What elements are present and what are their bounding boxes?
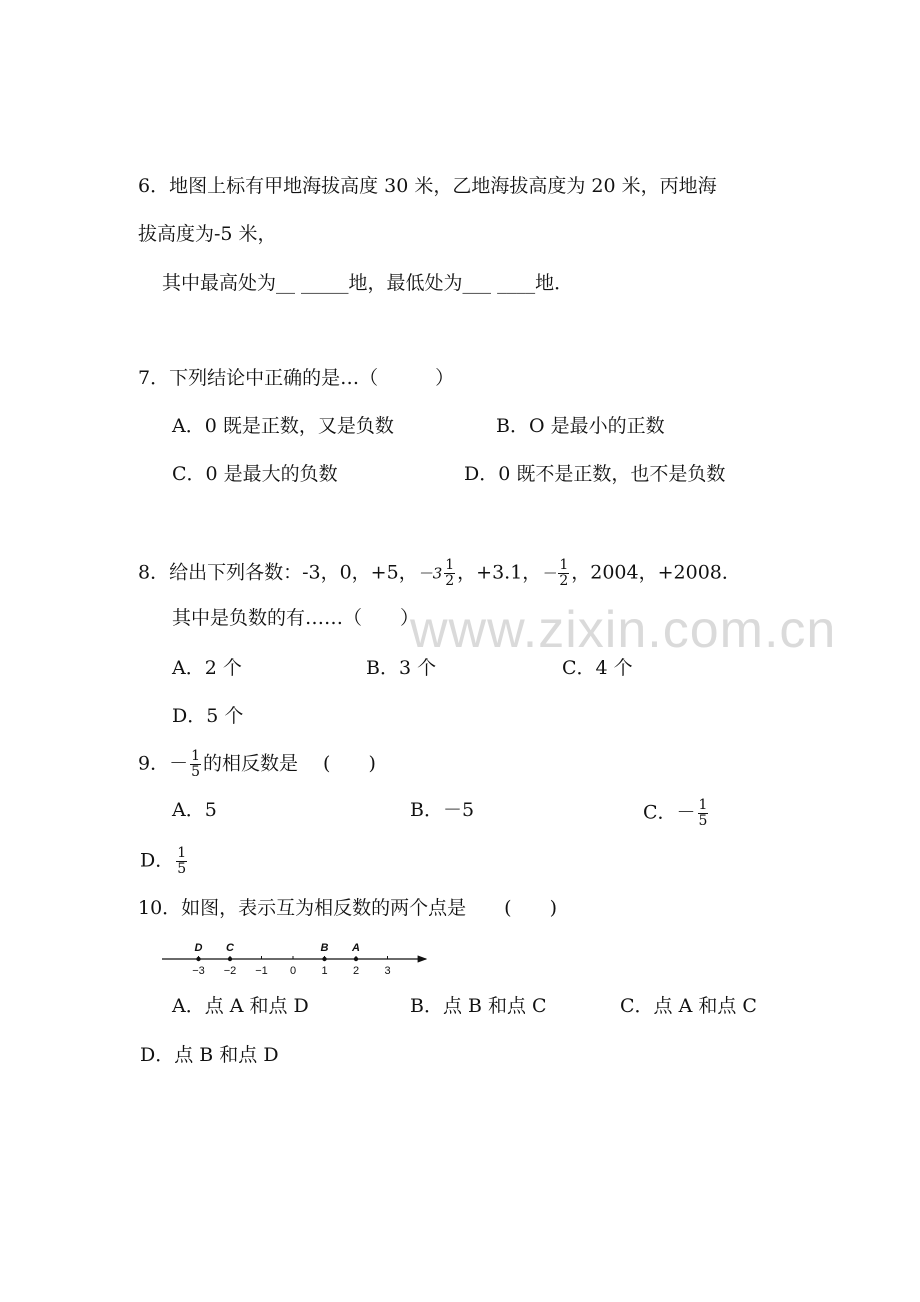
number-line-tick-label: 1 [321, 965, 328, 977]
q8-tail: ，2004，+2008． [571, 561, 741, 584]
q8-lead: 8．给出下列各数：-3，0，+5， [138, 561, 418, 584]
q6-line1: 6．地图上标有甲地海拔高度 30 米，乙地海拔高度为 20 米，丙地海 [138, 175, 717, 197]
q8-stem [138, 558, 741, 589]
q8-mid: ，+3.1， [457, 561, 542, 584]
q7-option-c: C．0 是最大的负数 [172, 463, 338, 485]
q8-neg: － [541, 564, 557, 583]
q10-option-d: D．点 B 和点 D [140, 1044, 279, 1066]
q9-tail: 的相反数是 ( ) [203, 752, 376, 775]
number-line-tick-label: −3 [192, 965, 205, 977]
q9-c-den: 5 [698, 813, 708, 829]
q9-c-num: 1 [698, 797, 708, 813]
q10-stem: 10．如图，表示互为相反数的两个点是 ( ) [138, 897, 558, 919]
q8-neg3: －3 [417, 564, 443, 583]
q9-option-d [140, 846, 189, 877]
q9-d-lead: D． [140, 849, 175, 872]
q6-line2: 拔高度为-5 米， [138, 223, 277, 245]
q10-option-c: C．点 A 和点 C [620, 995, 757, 1017]
q7-option-a: A．0 既是正数，又是负数 [172, 415, 394, 437]
q9-d-num: 1 [177, 845, 187, 861]
q8-f1-den: 2 [445, 573, 455, 589]
q9-option-a: A．5 [172, 799, 217, 821]
number-line-tick-label: 3 [384, 965, 391, 977]
number-line-figure [160, 934, 432, 978]
q8-fraction-2 [558, 558, 569, 589]
q10-option-b: B．点 B 和点 C [410, 995, 547, 1017]
q9-fraction [190, 749, 201, 780]
q8-f1-num: 1 [445, 557, 455, 573]
q7-stem: 7．下列结论中正确的是…（ ） [138, 367, 455, 389]
number-line-point-label: A [352, 942, 360, 954]
number-line-point-d [196, 957, 200, 961]
q8-f2-den: 2 [559, 573, 569, 589]
q8-line2: 其中是负数的有……（ ） [172, 607, 420, 629]
q9-f-den: 5 [191, 764, 201, 780]
q9-option-b: B．－5 [410, 799, 475, 821]
q9-c-lead: C．－ [643, 801, 696, 824]
number-line-tick-label: 0 [289, 965, 297, 977]
q9-f-num: 1 [191, 748, 201, 764]
q9-option-c [643, 798, 710, 829]
number-line-point-b [322, 957, 326, 961]
q8-option-b: B．3 个 [366, 657, 437, 679]
number-line-point-label: C [226, 942, 234, 954]
q6-line3: 其中最高处为__ _____地，最低处为___ ____地． [162, 272, 574, 294]
q8-option-d: D．5 个 [172, 705, 244, 727]
number-line-tick-label: −1 [255, 965, 268, 977]
q10-option-a: A．点 A 和点 D [172, 995, 309, 1017]
q8-f2-num: 1 [559, 557, 569, 573]
watermark: www.zixin.com.cn [410, 601, 837, 659]
q8-fraction-1 [444, 558, 455, 589]
q9-d-fraction [176, 846, 187, 877]
number-line-tick-label: −2 [223, 965, 237, 977]
number-line-tick-label: 2 [352, 965, 360, 977]
q9-stem [138, 749, 376, 780]
q9-c-fraction [698, 798, 709, 829]
number-line-point-label: B [320, 942, 329, 954]
q7-option-b: B．O 是最小的正数 [496, 415, 665, 437]
q7-option-d: D．0 既不是正数，也不是负数 [464, 463, 726, 485]
q8-option-a: A．2 个 [172, 657, 242, 679]
number-line-point-a [354, 957, 358, 961]
q9-lead: 9．－ [138, 752, 189, 775]
q8-option-c: C．4 个 [562, 657, 633, 679]
q9-d-den: 5 [177, 861, 187, 877]
number-line-point-c [228, 957, 232, 961]
number-line-point-label: D [194, 942, 203, 954]
